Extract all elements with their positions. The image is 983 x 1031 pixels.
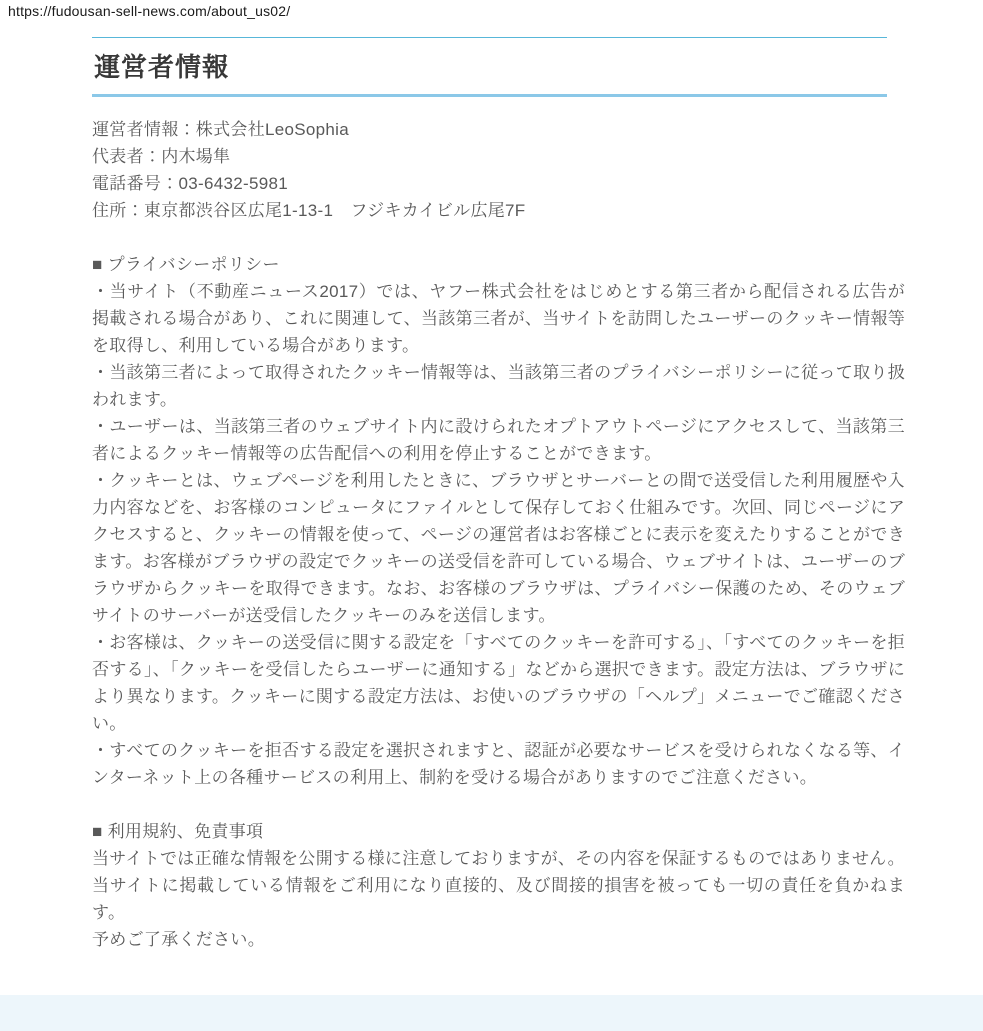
privacy-policy-item: ・お客様は、クッキーの送受信に関する設定を「すべてのクッキーを許可する」、「すべてのクッキーを拒否する」、「クッキーを受信したらユーザーに通知する」などから選択できます。設定方法は、ブラウザにより異なります。クッキーに関する設定方法は、お使いのブラウザの「ヘルプ」メニューでご確認ください。 <box>92 633 905 733</box>
privacy-policy-item: ・ユーザーは、当該第三者のウェブサイト内に設けられたオプトアウトページにアクセスして、当該第三者によるクッキー情報等の広告配信への利用を停止することができます。 <box>92 417 905 463</box>
privacy-policy-section <box>92 251 905 791</box>
main-content <box>92 37 905 953</box>
terms-line: 当サイトでは正確な情報を公開する様に注意しておりますが、その内容を保証するものではありません。 <box>92 849 905 868</box>
operator-info-line: 代表者：内木場隼 <box>92 147 231 166</box>
terms-heading: ■ 利用規約、免責事項 <box>92 822 264 841</box>
operator-info-line: 運営者情報：株式会社LeoSophia <box>92 120 349 139</box>
privacy-policy-heading: ■ プライバシーポリシー <box>92 255 280 274</box>
title-block <box>92 37 887 97</box>
operator-info-block <box>92 116 905 224</box>
footer-bar <box>0 995 983 1031</box>
operator-info-line: 住所：東京都渋谷区広尾1-13-1 フジキカイビル広尾7F <box>92 201 526 220</box>
privacy-policy-item: ・当サイト（不動産ニュース2017）では、ヤフー株式会社をはじめとする第三者から配信される広告が掲載される場合があり、これに関連して、当該第三者が、当サイトを訪問したユーザーのクッキー情報等を取得し、利用している場合があります。 <box>92 282 905 355</box>
terms-line: 予めご了承ください。 <box>92 930 265 949</box>
page-title: 運営者情報 <box>94 52 230 82</box>
privacy-policy-item: ・すべてのクッキーを拒否する設定を選択されますと、認証が必要なサービスを受けられなくなる等、インターネット上の各種サービスの利用上、制約を受ける場合がありますのでご注意ください。 <box>92 741 905 787</box>
privacy-policy-item: ・当該第三者によって取得されたクッキー情報等は、当該第三者のプライバシーポリシーに従って取り扱われます。 <box>92 363 905 409</box>
operator-info-line: 電話番号：03-6432-5981 <box>92 174 288 193</box>
privacy-policy-item: ・クッキーとは、ウェブページを利用したときに、ブラウザとサーバーとの間で送受信した利用履歴や入力内容などを、お客様のコンピュータにファイルとして保存しておく仕組みです。次回、同じページにアクセスすると、クッキーの情報を使って、ページの運営者はお客様ごとに表示を変えたりすることができます。お客様がブラウザの設定でクッキーの送受信を許可している場合、ウェブサイトは、ユーザーのブラウザからクッキーを取得できます。なお、お客様のブラウザは、プライバシー保護のため、そのウェブサイトのサーバーが送受信したクッキーのみを送信します。 <box>92 471 905 625</box>
terms-line: 当サイトに掲載している情報をご利用になり直接的、及び間接的損害を被っても一切の責任を負かねます。 <box>92 876 905 922</box>
page-url: https://fudousan-sell-news.com/about_us02/ <box>8 3 291 19</box>
terms-section <box>92 818 905 953</box>
